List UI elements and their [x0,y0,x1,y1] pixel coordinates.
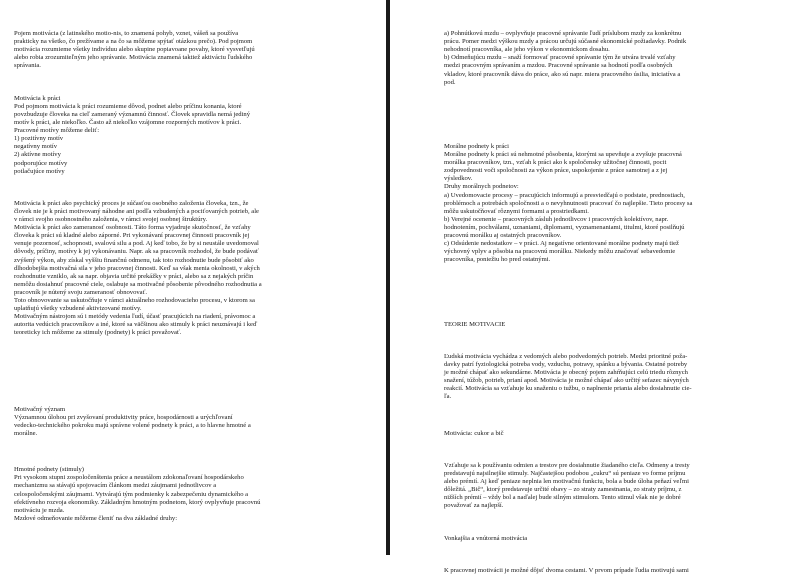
paragraph-material-incentives: Hmotné podnety (stimuly) Pri vysokom stupni zospoločenštenia práce a neustálom zdokonaľovaní hospodárskeho mechanizmu sa stávajú spojovacím článkom medzi záujmami jednotlivcov a celospoločenskými záujmami. Vytvárajú tým podmienky k zabezpečeniu dynamického a efektívneho rozvoja ekonomiky. Základným hmotným podnetom, ktorý ovplyvňuje pracovnú motiváciu je mzda. Mzdové odmeňovanie môžeme členiť na dva základné druhy: [14,466,261,522]
text-column-left [14,22,374,531]
paragraph-moral-incentives: Morálne podnety k práci Morálne podnety k práci sú nehmotné pôsobenia, ktorými sa upevňuje a zvyšuje pracovná morálka pracovníkov, tzn., vzťah k práci ako k spoločensky užitočnej činnosti, pocit zodpovednosti voči spoločnosti za výkon práce, uspokojenie z práce samotnej a z jej výsledkov. Druhy morálnych podnetov: a) Uvedomovacie procesy – pracujúcich informujú a presviedčajú o podstate, prednostiach, problémoch a potrebách spoločnosti a o nevyhnutnosti pracovať čo najlepšie. Tieto procesy sa môžu uskutočňovať rôznymi formami a prostriedkami. b) Verejné ocenenie – pracovných zásluh jednotlivcov i pracovných kolektívov, napr. hodnotením, pochválami, uznaniami, diplomami, vyznamenaniami, titulmi, ktoré posilňujú pracovnú morálku aj ostatných pracovníkov. c) Odsúdenie nedostatkov – v práci. Aj negatívne orientované morálne podnety majú tiež výchovný vplyv a pôsobia na pracovnú morálku. Niekedy môžu značovať sebavedomie pracovníka, poniežiu ho pred ostatnými. [444,142,693,264]
heading-motivation-theory: TEORIE MOTIVACIE [444,320,506,328]
paragraph-motivational-significance: Motivačný význam Významnou úlohou pri zvyšovaní produktivity práce, hospodárnosti a urýchľovaní vedecko-technického pokroku majú správne volené podnety k práci, a to hlavne hmotné a morálne. [14,405,251,437]
paragraph-wage-types: a) Pohnútkovú mzdu – ovplyvňuje pracovné správanie ľudí príslubom mzdy za konkrétnu prácu. Pomer medzi výškou mzdy a prácou určujú súčasné ekonomické požiadavky. Podnik nehodnotí pracovníka, ale jeho výkon v ekonomickom dosahu. b) Odmeňujúcu mzdu – snaží formovať pracovné správanie tým že utvára trvalé vzťahy medzi pracovným správaním a mzdou. Pracovné správanie sa hodnotí podľa osobných vkladov, ktoré pracovník dáva do práce, ako sú napr. miera pracovného úsilia, iniciatíva a pod. [444,30,687,86]
paragraph-human-motivation: Ľudská motivácia vychádza z vedomých alebo podvedomých potrieb. Medzi prioritné poža- davky patrí fyziologická potreba vody, vzduchu, potravy, spánku a bývania. Ostatné potreby je možné chápať ako sekundárne. Motivácia je obecný pojem zahŕňujúci celú triedu rôznych snažení, túžob, potrieb, prianí apod. Motivácia je možné chápať ako určitý sefazec návyných reakcií. Motivácia sa vzťahuje ku snaženiu o tužbu, o naplnenie priania alebo dosiahnutie cie- ľa. [444,352,692,401]
paragraph-psychological-process: Motivácia k práci ako psychický proces je súčasťou osobného založenia človeka, tzn., že človek nie je k práci motivovaný náhodne ani podľa vzbudených a pociťovaných potrieb, ale v rámci svojho osobnostného založenia, v rámci svojej osobnej štruktúry. Motivácia k práci ako zameranosť osobnosti. Táto forma vyjadruje skutočnosť, že vzťahy človeka k práci sú kladné alebo záporné. Pri vykonávaní pracovnej činnosti pracovník jej venuje pozornosť, schopnosti, svalovú silu a pod. Aj keď tobo, že by si neustále uvedomoval dôvody, príčiny, motívy k jej vykonávaniu. Napr. ak sa pracovník rozhodol, že bude podávať zvýšený výkon, aby získal vyššiu finančnú odmenu, tak toto rozhodnutie bude pôsobiť ako dlhodobejšia motivačná sila v jeho pracovnej činnosti. Keď sa však menia okolnosti, v akých rozhodnutie vzniklo, ak sa napr. objavia určité prekážky v práci, alebo sa z nejakých príčin nemôžu dosiahnuť pracovné ciele, oslabuje sa motivačné pôsobenie pôvodného rozhodnutia a pracovník je nútený svoju zameranosť obnovovať. Toto obnovovanie sa uskutočňuje v rámci aktuálneho rozhodovacieho procesu, v ktorom sa uplatňujú všetky vzbudené aktivizované motívy. Motivačným nástrojom sú i metódy vedenia ľudí, účasť pracujúcich na riadení, právomoc a autorita vedúcich pracovníkov a iné, ktoré sa väčšinou ako stimuly k práci neuznávajú i keď teoreticky ich môžeme za stimuly (podnety) k práci považovať. [14,199,262,337]
paragraph-carrot-stick: Vzťahuje sa k používaniu odmien a trestov pre dosiahnutie žiadaného cieľa. Odmeny a tresty predstavujú najsilnejšie stimuly. Najčastejšou podobou „cukru“ sú peniaze vo forme príjmu alebo prémií. Aj keď peniaze neplnia len motivačnú funkciu, bola a bude úloha peňazí veľmi dôležitá. „Bič“, ktorý predstavuje určité obavy – zo straty zamestnania, zo straty príjmu, z nižších prémií – vždy bol a naďalej bude silným stimulom. Tento stimul však nie je dobré považovať za najlepší. [444,461,690,510]
paragraph-work-motivation-ways: K pracovnej motivácii je možné dôjsť dvoma cestami. V prvom prípade ľudia motivujú sami [444,566,689,574]
heading-external-internal: Vonkajšia a vnútorná motivácia [444,534,528,542]
document-page-left [0,0,385,555]
document-page-right [392,0,800,574]
paragraph-intro: Pojem motivácia (z latinského motio-nis, to znamená pohyb, vznet, vášeň sa používa prakticky na všetko, čo prežívame a na čo sa môžeme spýtať otázkou prečo). Pod pojmom motivácia rozumieme všetky indivíduu alebo skupine popiavoane povahy, ktoré vysvetľujú alebo robia zrozumiteľným jeho správanie. Motivácia znamená taktiež aktiváciu ľudského správania. [14,30,255,70]
page-divider [386,0,390,555]
paragraph-motivation-work: Motivácia k práci Pod pojmom motivácia k práci rozumieme dôvod, podnet alebo príčinu konania, ktoré povzbudzuje človeka na cieľ zameraný významnú činnosť. Človek spravidla nemá jediný motív k práci, ale niekoľko. Často až niekoľko vzájomne rozporných motívov k práci. Pracovné motívy môžeme deliť: 1) pozitívny motív negatívny motív 2) aktívne motívy podporujúce motívy potlačujúce motívy [14,94,251,175]
text-column-right [444,22,792,583]
heading-carrot-stick: Motivácia: cukor a bič [444,429,504,437]
